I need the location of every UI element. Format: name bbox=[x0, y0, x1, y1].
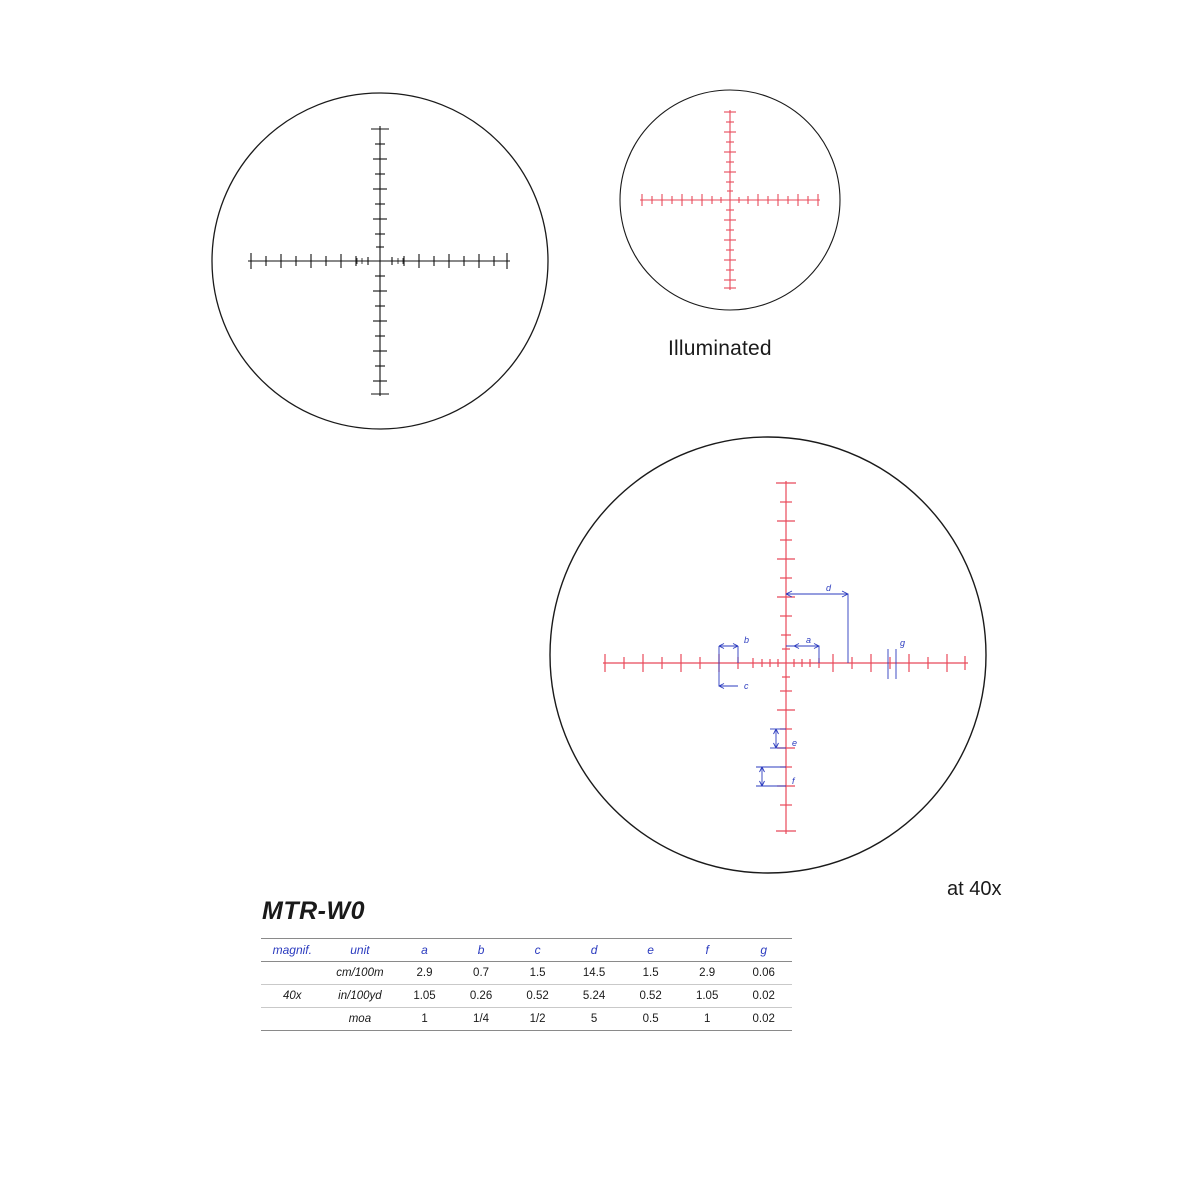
header-e: e bbox=[622, 939, 679, 962]
cell-c: 1/2 bbox=[509, 1008, 566, 1031]
annotation-label-d: d bbox=[826, 583, 832, 593]
cell-e: 0.52 bbox=[622, 985, 679, 1008]
reticle-crosshair-black bbox=[248, 126, 510, 396]
cell-f: 1.05 bbox=[679, 985, 736, 1008]
cell-g: 0.06 bbox=[735, 962, 792, 985]
spec-table bbox=[261, 938, 792, 1031]
header-c: c bbox=[509, 939, 566, 962]
cell-a: 2.9 bbox=[396, 962, 453, 985]
annotation-label-a: a bbox=[806, 635, 812, 645]
cell-d: 14.5 bbox=[566, 962, 623, 985]
cell-d: 5.24 bbox=[566, 985, 623, 1008]
header-g: g bbox=[735, 939, 792, 962]
cell-c: 1.5 bbox=[509, 962, 566, 985]
cell-f: 2.9 bbox=[679, 962, 736, 985]
annotation-label-e: e bbox=[792, 738, 798, 748]
cell-e: 0.5 bbox=[622, 1008, 679, 1031]
cell-g: 0.02 bbox=[735, 1008, 792, 1031]
cell-e: 1.5 bbox=[622, 962, 679, 985]
table-row bbox=[261, 962, 792, 985]
annotation-labels bbox=[744, 583, 905, 786]
scope-view-plain bbox=[210, 88, 550, 434]
cell-b: 0.26 bbox=[453, 985, 510, 1008]
header-a: a bbox=[396, 939, 453, 962]
caption-illuminated: Illuminated bbox=[668, 337, 772, 360]
cell-unit: cm/100m bbox=[324, 962, 397, 985]
cell-b: 1/4 bbox=[453, 1008, 510, 1031]
cell-magnif-blank bbox=[261, 962, 324, 985]
header-d: d bbox=[566, 939, 623, 962]
annotation-label-g: g bbox=[900, 638, 906, 648]
scope-view-illuminated bbox=[618, 88, 842, 312]
cell-a: 1.05 bbox=[396, 985, 453, 1008]
header-f: f bbox=[679, 939, 736, 962]
cell-f: 1 bbox=[679, 1008, 736, 1031]
header-unit: unit bbox=[324, 939, 397, 962]
scope-view-40x bbox=[548, 434, 988, 876]
annotation-label-c: c bbox=[744, 681, 749, 691]
annotation-label-b: b bbox=[744, 635, 750, 645]
table-row bbox=[261, 985, 792, 1008]
model-title: MTR-W0 bbox=[262, 897, 365, 925]
header-b: b bbox=[453, 939, 510, 962]
reticle-crosshair-red-40x bbox=[603, 481, 968, 834]
cell-d: 5 bbox=[566, 1008, 623, 1031]
cell-c: 0.52 bbox=[509, 985, 566, 1008]
cell-a: 1 bbox=[396, 1008, 453, 1031]
cell-unit: moa bbox=[324, 1008, 397, 1031]
cell-magnif: 40x bbox=[261, 985, 324, 1008]
scope-circle bbox=[550, 437, 986, 873]
cell-magnif-blank bbox=[261, 1008, 324, 1031]
reticle-crosshair-red bbox=[640, 110, 820, 290]
cell-g: 0.02 bbox=[735, 985, 792, 1008]
table-row bbox=[261, 1008, 792, 1031]
header-magnif: magnif. bbox=[261, 939, 324, 962]
cell-b: 0.7 bbox=[453, 962, 510, 985]
cell-unit: in/100yd bbox=[324, 985, 397, 1008]
caption-at-40x: at 40x bbox=[947, 878, 1002, 900]
table-header-row bbox=[261, 939, 792, 962]
annotation-label-f: f bbox=[792, 776, 795, 786]
